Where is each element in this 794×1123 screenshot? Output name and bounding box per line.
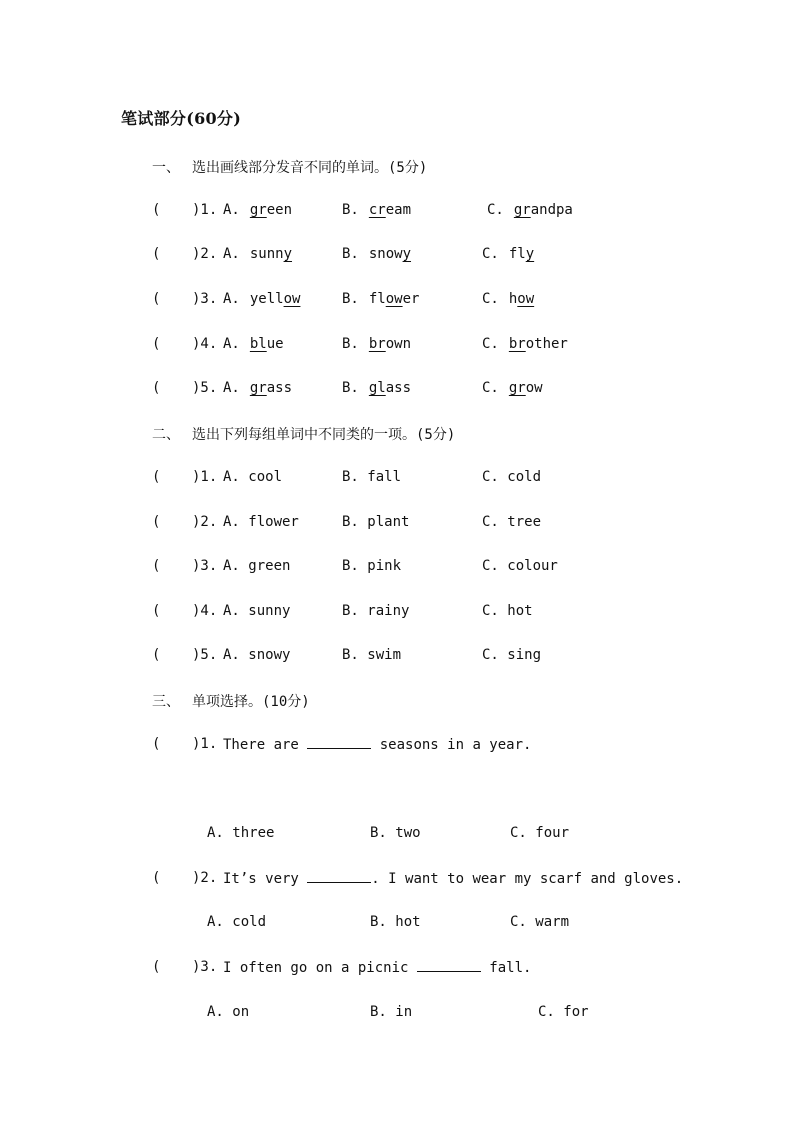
option-c[interactable]: C. colour <box>482 558 558 574</box>
question-number: )4. <box>192 336 218 352</box>
answer-blank[interactable] <box>417 959 481 972</box>
option-label: C. <box>482 380 499 396</box>
question-text-after: . I want to wear my scarf and gloves. <box>371 871 684 887</box>
option-c[interactable]: C. cold <box>482 469 542 485</box>
option-label: B. <box>342 291 359 307</box>
section-2-text: 选出下列每组单词中不同类的一项。(5分) <box>192 427 456 443</box>
question-text-after: fall. <box>480 960 532 976</box>
s3-q2-option-a[interactable]: A. cold <box>207 914 267 930</box>
option-a[interactable]: A. green <box>223 558 291 574</box>
option-b[interactable] <box>342 380 411 396</box>
word-suffix: other <box>525 336 568 352</box>
option-a[interactable] <box>223 380 292 396</box>
answer-paren[interactable]: ( <box>152 291 161 307</box>
question-text-before: I often go on a picnic <box>223 960 417 976</box>
option-label: B. <box>342 380 359 396</box>
word-prefix: fl <box>368 291 386 307</box>
underlined-part: y <box>283 246 293 262</box>
page-title: 笔试部分(60分) <box>121 109 242 128</box>
question-number: )1. <box>192 736 218 752</box>
word-suffix: own <box>385 336 412 352</box>
option-c[interactable]: C. tree <box>482 514 542 530</box>
answer-blank[interactable] <box>307 870 371 883</box>
word-suffix: eam <box>385 202 412 218</box>
underlined-part: gl <box>368 380 386 396</box>
word-suffix: ass <box>266 380 293 396</box>
s3-q2-option-c[interactable]: C. warm <box>510 914 570 930</box>
underlined-part: ow <box>283 291 301 307</box>
option-a[interactable]: A. sunny <box>223 603 291 619</box>
option-label: C. <box>482 246 499 262</box>
section-3-text: 单项选择。(10分) <box>192 694 310 710</box>
option-b[interactable]: B. rainy <box>342 603 410 619</box>
section-2-number: 二、 <box>152 427 180 443</box>
question-number: )2. <box>192 246 218 262</box>
s3-q3-option-a[interactable]: A. on <box>207 1004 250 1020</box>
option-c[interactable] <box>482 291 534 307</box>
s1-question-2 <box>152 246 712 266</box>
s3-question-2 <box>152 870 712 890</box>
s1-question-1 <box>152 202 712 222</box>
answer-paren[interactable]: ( <box>152 246 161 262</box>
option-a[interactable] <box>223 202 292 218</box>
underlined-part: br <box>508 336 526 352</box>
option-c[interactable]: C. hot <box>482 603 533 619</box>
word-suffix: er <box>402 291 420 307</box>
option-b[interactable] <box>342 202 411 218</box>
section-3-heading <box>152 691 310 711</box>
option-label: B. <box>342 336 359 352</box>
question-number: )3. <box>192 959 218 975</box>
section-2-heading <box>152 424 455 444</box>
option-c[interactable] <box>482 336 568 352</box>
option-b[interactable] <box>342 291 419 307</box>
word-prefix: yell <box>249 291 284 307</box>
answer-paren[interactable]: ( <box>152 736 161 752</box>
question-text-before: There are <box>223 737 308 753</box>
option-b[interactable]: B. swim <box>342 647 402 663</box>
question-number: )3. <box>192 558 218 574</box>
option-label: A. <box>223 246 240 262</box>
s2-question-5 <box>152 647 712 667</box>
word-prefix: sunn <box>249 246 284 262</box>
question-number: )2. <box>192 870 218 886</box>
answer-paren[interactable]: ( <box>152 959 161 975</box>
s2-question-1 <box>152 469 712 489</box>
answer-paren[interactable]: ( <box>152 603 161 619</box>
option-label: A. <box>223 291 240 307</box>
option-c[interactable] <box>487 202 573 218</box>
question-number: )5. <box>192 647 218 663</box>
option-a[interactable]: A. snowy <box>223 647 291 663</box>
s3-q1-option-a[interactable]: A. three <box>207 825 275 841</box>
underlined-part: gr <box>508 380 526 396</box>
question-number: )1. <box>192 202 218 218</box>
question-number: )3. <box>192 291 218 307</box>
section-1-heading <box>152 157 427 177</box>
s2-question-4 <box>152 603 712 623</box>
s1-question-3 <box>152 291 712 311</box>
word-suffix: ue <box>266 336 284 352</box>
question-text <box>223 736 531 753</box>
underlined-part: bl <box>249 336 267 352</box>
s2-question-3 <box>152 558 712 578</box>
option-b[interactable] <box>342 336 411 352</box>
section-3-number: 三、 <box>152 694 180 710</box>
word-prefix: snow <box>368 246 403 262</box>
option-label: C. <box>482 291 499 307</box>
word-suffix: andpa <box>530 202 573 218</box>
word-prefix: fl <box>508 246 526 262</box>
answer-paren[interactable]: ( <box>152 558 161 574</box>
underlined-part: ow <box>517 291 535 307</box>
answer-paren[interactable]: ( <box>152 469 161 485</box>
option-label: A. <box>223 336 240 352</box>
underlined-part: ow <box>385 291 403 307</box>
s3-q1-option-b[interactable]: B. two <box>370 825 421 841</box>
option-b[interactable]: B. plant <box>342 514 410 530</box>
option-c[interactable] <box>482 246 534 262</box>
s1-question-4 <box>152 336 712 356</box>
answer-paren[interactable]: ( <box>152 870 161 886</box>
s3-q2-option-b[interactable]: B. hot <box>370 914 421 930</box>
option-b[interactable]: B. pink <box>342 558 402 574</box>
underlined-part: gr <box>249 380 267 396</box>
underlined-part: gr <box>249 202 267 218</box>
underlined-part: gr <box>513 202 531 218</box>
answer-paren[interactable]: ( <box>152 380 161 396</box>
option-label: C. <box>482 336 499 352</box>
option-b[interactable] <box>342 246 411 262</box>
option-c[interactable] <box>482 380 543 396</box>
s3-q3-option-c[interactable]: C. for <box>538 1004 589 1020</box>
word-prefix: h <box>508 291 518 307</box>
word-suffix: ow <box>525 380 543 396</box>
answer-paren[interactable]: ( <box>152 202 161 218</box>
answer-paren[interactable]: ( <box>152 336 161 352</box>
question-number: )2. <box>192 514 218 530</box>
option-a[interactable]: A. cool <box>223 469 283 485</box>
option-label: A. <box>223 380 240 396</box>
option-c[interactable]: C. sing <box>482 647 542 663</box>
underlined-part: y <box>402 246 412 262</box>
question-text <box>223 870 683 887</box>
question-number: )1. <box>192 469 218 485</box>
s2-question-2 <box>152 514 712 534</box>
question-number: )5. <box>192 380 218 396</box>
section-1-number: 一、 <box>152 160 180 176</box>
s3-question-3 <box>152 959 712 979</box>
answer-paren[interactable]: ( <box>152 514 161 530</box>
option-a[interactable] <box>223 336 284 352</box>
option-a[interactable] <box>223 291 300 307</box>
option-label: B. <box>342 202 359 218</box>
option-label: B. <box>342 246 359 262</box>
answer-blank[interactable] <box>307 736 371 749</box>
option-b[interactable]: B. fall <box>342 469 402 485</box>
option-a[interactable] <box>223 246 292 262</box>
question-text-before: It’s very <box>223 871 308 887</box>
s1-question-5 <box>152 380 712 400</box>
option-label: A. <box>223 202 240 218</box>
option-label: C. <box>487 202 504 218</box>
s3-q3-option-b[interactable]: B. in <box>370 1004 413 1020</box>
word-suffix: een <box>266 202 293 218</box>
word-suffix: ass <box>385 380 412 396</box>
question-text <box>223 959 531 976</box>
option-a[interactable]: A. flower <box>223 514 299 530</box>
underlined-part: cr <box>368 202 386 218</box>
section-1-text: 选出画线部分发音不同的单词。(5分) <box>192 160 428 176</box>
question-number: )4. <box>192 603 218 619</box>
underlined-part: y <box>525 246 535 262</box>
answer-paren[interactable]: ( <box>152 647 161 663</box>
s3-q1-option-c[interactable]: C. four <box>510 825 570 841</box>
underlined-part: br <box>368 336 386 352</box>
question-text-after: seasons in a year. <box>371 737 532 753</box>
s3-question-1 <box>152 736 712 756</box>
